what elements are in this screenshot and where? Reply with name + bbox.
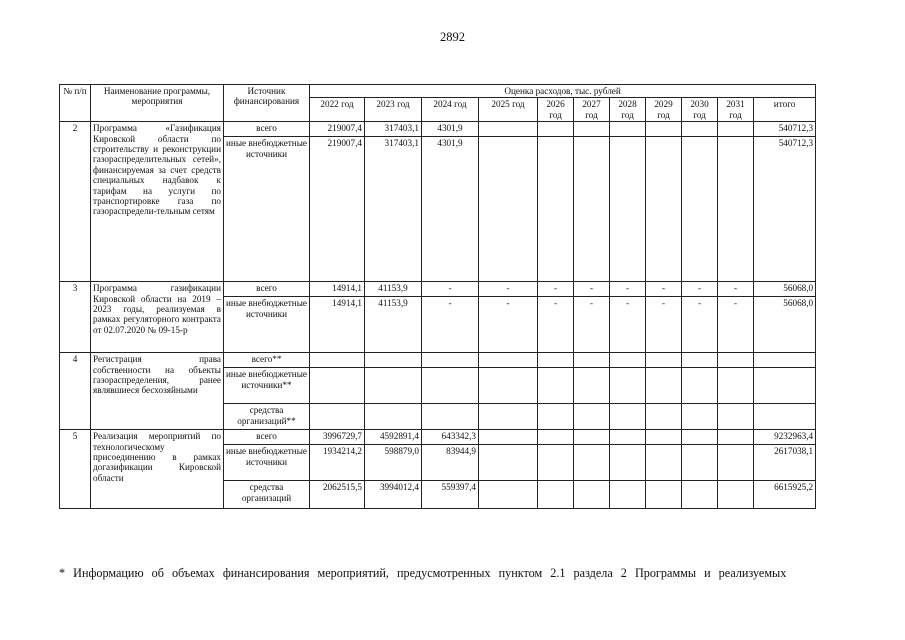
cell-value: - bbox=[646, 282, 682, 297]
row-source: иные внебюджетные источники** bbox=[224, 368, 310, 404]
cell-value: 14914,1 bbox=[310, 282, 365, 297]
header-row bbox=[60, 85, 816, 98]
cell-value bbox=[574, 353, 610, 368]
cell-value: 317403,1 bbox=[365, 137, 422, 282]
cell-value bbox=[610, 481, 646, 509]
cell-value bbox=[682, 137, 718, 282]
cell-value: - bbox=[479, 297, 538, 353]
cell-value: 219007,4 bbox=[310, 137, 365, 282]
cell-value bbox=[682, 368, 718, 404]
cell-value bbox=[646, 137, 682, 282]
cell-total: 540712,3 bbox=[754, 137, 816, 282]
cell-value bbox=[682, 445, 718, 481]
cell-value bbox=[646, 481, 682, 509]
cell-value bbox=[718, 137, 754, 282]
cell-value: 643342,3 bbox=[422, 430, 479, 445]
cell-value bbox=[479, 353, 538, 368]
header-year: 2023 год bbox=[365, 98, 422, 122]
header-year: 2026 год bbox=[538, 98, 574, 122]
cell-value: 2062515,5 bbox=[310, 481, 365, 509]
cell-value: 41153,9 bbox=[365, 297, 422, 353]
cell-value: 1934214,2 bbox=[310, 445, 365, 481]
cell-value bbox=[718, 430, 754, 445]
cell-value bbox=[718, 481, 754, 509]
cell-value bbox=[610, 122, 646, 137]
row-source: иные внебюджетные источники bbox=[224, 445, 310, 481]
cell-total: 56068,0 bbox=[754, 282, 816, 297]
cell-value bbox=[538, 481, 574, 509]
cell-value bbox=[646, 430, 682, 445]
cell-value bbox=[538, 404, 574, 430]
budget-table bbox=[59, 84, 816, 509]
cell-value bbox=[646, 445, 682, 481]
header-year: 2024 год bbox=[422, 98, 479, 122]
header-estimate: Оценка расходов, тыс. рублей bbox=[310, 85, 816, 98]
cell-value bbox=[682, 404, 718, 430]
cell-value: - bbox=[610, 297, 646, 353]
cell-value bbox=[365, 368, 422, 404]
row-source: средства организаций bbox=[224, 481, 310, 509]
row-source: всего bbox=[224, 122, 310, 137]
header-year: 2031 год bbox=[718, 98, 754, 122]
cell-value: - bbox=[538, 282, 574, 297]
cell-value bbox=[574, 137, 610, 282]
cell-value bbox=[538, 430, 574, 445]
cell-value: 14914,1 bbox=[310, 297, 365, 353]
cell-value bbox=[574, 404, 610, 430]
cell-total bbox=[754, 353, 816, 368]
cell-value: - bbox=[479, 282, 538, 297]
cell-value bbox=[610, 445, 646, 481]
header-year: 2027 год bbox=[574, 98, 610, 122]
cell-value bbox=[538, 368, 574, 404]
cell-value bbox=[479, 122, 538, 137]
cell-value bbox=[310, 353, 365, 368]
cell-value bbox=[718, 368, 754, 404]
table-row bbox=[60, 353, 816, 368]
cell-value bbox=[574, 368, 610, 404]
header-num: № п/п bbox=[60, 85, 91, 122]
cell-value bbox=[310, 368, 365, 404]
cell-value bbox=[574, 481, 610, 509]
header-source: Источник финансирования bbox=[224, 85, 310, 122]
row-source: средства организаций** bbox=[224, 404, 310, 430]
cell-value bbox=[479, 368, 538, 404]
row-source: всего bbox=[224, 430, 310, 445]
cell-value: - bbox=[574, 282, 610, 297]
cell-value: 219007,4 bbox=[310, 122, 365, 137]
cell-value bbox=[610, 353, 646, 368]
cell-value bbox=[682, 122, 718, 137]
cell-value: - bbox=[422, 282, 479, 297]
cell-value bbox=[574, 430, 610, 445]
cell-value bbox=[538, 353, 574, 368]
table-row bbox=[60, 282, 816, 297]
cell-value bbox=[718, 353, 754, 368]
cell-value: - bbox=[718, 297, 754, 353]
cell-value bbox=[646, 122, 682, 137]
row-num: 4 bbox=[60, 353, 91, 430]
cell-total bbox=[754, 404, 816, 430]
cell-value: - bbox=[574, 297, 610, 353]
cell-value: 3994012,4 bbox=[365, 481, 422, 509]
row-source: всего bbox=[224, 282, 310, 297]
cell-value bbox=[718, 122, 754, 137]
cell-value: 559397,4 bbox=[422, 481, 479, 509]
cell-value bbox=[718, 445, 754, 481]
cell-value bbox=[538, 445, 574, 481]
page-number: 2892 bbox=[440, 30, 465, 44]
cell-value: - bbox=[682, 297, 718, 353]
cell-value bbox=[422, 368, 479, 404]
header-year: 2030 год bbox=[682, 98, 718, 122]
cell-value bbox=[310, 404, 365, 430]
cell-value bbox=[479, 430, 538, 445]
cell-value bbox=[610, 404, 646, 430]
cell-value bbox=[646, 368, 682, 404]
cell-total: 6615925,2 bbox=[754, 481, 816, 509]
cell-value: - bbox=[538, 297, 574, 353]
cell-value bbox=[538, 122, 574, 137]
cell-value: 4301,9 bbox=[422, 137, 479, 282]
cell-value: - bbox=[422, 297, 479, 353]
row-source: всего** bbox=[224, 353, 310, 368]
table-row bbox=[60, 430, 816, 445]
cell-value bbox=[610, 368, 646, 404]
row-name: Программа газификации Кировской области на 2019 – 2023 годы, реализуемая в рамках регуляторного контракта от 02.07.2020 № 09-15-р bbox=[91, 282, 224, 353]
cell-value bbox=[610, 137, 646, 282]
cell-value bbox=[574, 122, 610, 137]
cell-value bbox=[479, 137, 538, 282]
cell-value: 598879,0 bbox=[365, 445, 422, 481]
header-name: Наименование программы, мероприятия bbox=[91, 85, 224, 122]
cell-value: - bbox=[718, 282, 754, 297]
row-source: иные внебюджетные источники bbox=[224, 137, 310, 282]
cell-value: 41153,9 bbox=[365, 282, 422, 297]
cell-total: 9232963,4 bbox=[754, 430, 816, 445]
cell-value bbox=[479, 404, 538, 430]
cell-total: 56068,0 bbox=[754, 297, 816, 353]
cell-value bbox=[422, 404, 479, 430]
header-total: итого bbox=[754, 98, 816, 122]
row-name: Реализация мероприятий по технологическому присоединению в рамках догазификации Кировской области bbox=[91, 430, 224, 509]
cell-value bbox=[646, 404, 682, 430]
cell-value bbox=[682, 353, 718, 368]
cell-value: 4301,9 bbox=[422, 122, 479, 137]
row-num: 2 bbox=[60, 122, 91, 282]
cell-value bbox=[538, 137, 574, 282]
row-num: 5 bbox=[60, 430, 91, 509]
cell-value bbox=[682, 481, 718, 509]
cell-value bbox=[365, 353, 422, 368]
cell-value: - bbox=[610, 282, 646, 297]
header-year: 2025 год bbox=[479, 98, 538, 122]
row-name: Программа «Газификация Кировской области по строительству и реконструкции газораспределительных сетей», финансируемая за счет средств специальных надбавок к тарифам на услуги по транспортировке газа по газораспредели-тельным сетям bbox=[91, 122, 224, 282]
cell-value bbox=[365, 404, 422, 430]
cell-value bbox=[479, 445, 538, 481]
cell-total: 540712,3 bbox=[754, 122, 816, 137]
cell-value bbox=[718, 404, 754, 430]
table-row bbox=[60, 122, 816, 137]
cell-value: 83944,9 bbox=[422, 445, 479, 481]
cell-value bbox=[682, 430, 718, 445]
row-name: Регистрация права собственности на объекты газораспределения, ранее являвшиеся бесхозяйными bbox=[91, 353, 224, 430]
cell-value: 3996729,7 bbox=[310, 430, 365, 445]
cell-value bbox=[574, 445, 610, 481]
header-year: 2028 год bbox=[610, 98, 646, 122]
cell-value: 317403,1 bbox=[365, 122, 422, 137]
header-year: 2029 год bbox=[646, 98, 682, 122]
cell-value: - bbox=[682, 282, 718, 297]
row-source: иные внебюджетные источники bbox=[224, 297, 310, 353]
cell-value bbox=[479, 481, 538, 509]
cell-total: 2617038,1 bbox=[754, 445, 816, 481]
row-num: 3 bbox=[60, 282, 91, 353]
footnote: * Информацию об объемах финансирования мероприятий, предусмотренных пунктом 2.1 раздела 2 Программы и реализуемых bbox=[59, 566, 787, 580]
cell-value: - bbox=[646, 297, 682, 353]
cell-total bbox=[754, 368, 816, 404]
cell-value: 4592891,4 bbox=[365, 430, 422, 445]
header-year: 2022 год bbox=[310, 98, 365, 122]
cell-value bbox=[610, 430, 646, 445]
cell-value bbox=[422, 353, 479, 368]
cell-value bbox=[646, 353, 682, 368]
